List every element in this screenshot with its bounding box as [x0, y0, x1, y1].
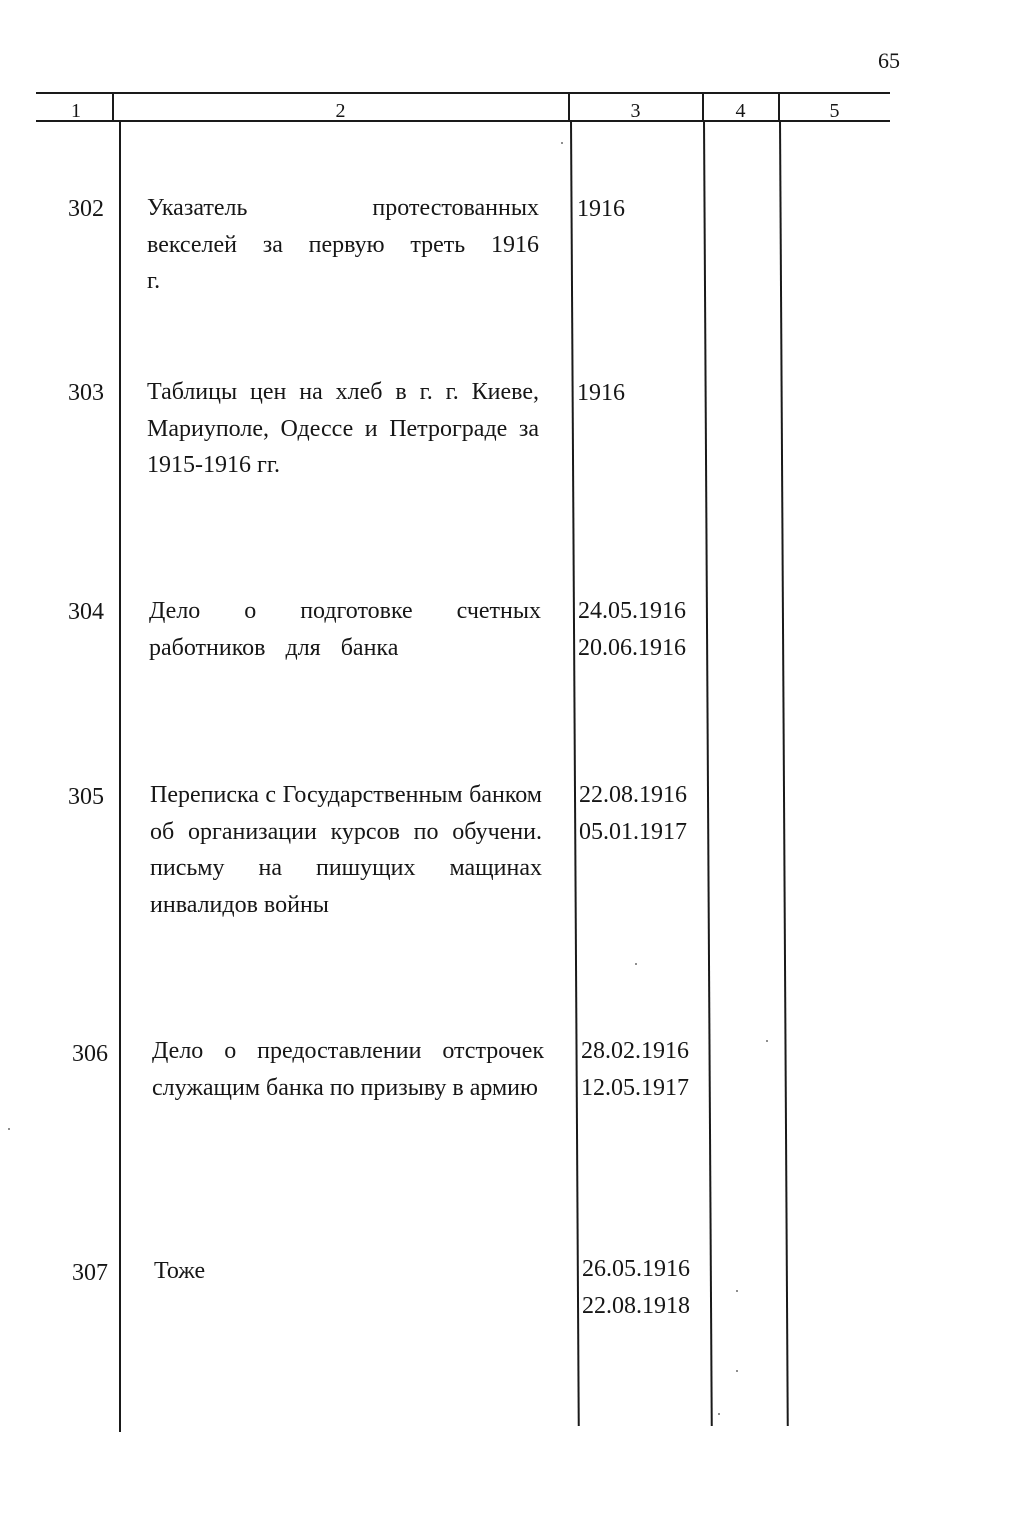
page-number: 65 [878, 48, 900, 73]
row-description: Переписка с Государственным банком об организации курсов по обучени. письму на пишущих мащинах инвалидов войны [150, 782, 542, 918]
row-date: 1916 [577, 380, 625, 406]
row-description: Дело о подготовке счетных работников для банка [149, 598, 541, 661]
row-number: 302 [68, 196, 104, 222]
row-dates [581, 1033, 707, 1107]
row-number: 305 [68, 784, 104, 810]
scan-speck [561, 142, 563, 144]
column-divider [703, 120, 712, 1426]
column-number: 4 [735, 100, 746, 122]
column-number: 1 [71, 100, 81, 122]
row-date: 22.08.1916 [579, 782, 687, 808]
row-date: 22.08.1918 [582, 1293, 690, 1319]
scan-speck [8, 1128, 10, 1130]
scan-speck [635, 963, 637, 965]
row-number: 303 [68, 380, 104, 406]
row-dates [577, 375, 703, 412]
scan-speck [718, 1413, 720, 1415]
column-divider [570, 120, 579, 1426]
column-number: 3 [630, 100, 641, 122]
row-number: 304 [68, 599, 104, 625]
column-number: 5 [829, 100, 840, 122]
column-number: 2 [335, 100, 346, 122]
scan-speck [766, 1040, 768, 1042]
row-description: Указатель протестованных векселей за первую треть 1916 г. [147, 195, 539, 294]
row-dates [578, 593, 704, 667]
row-date: 20.06.1916 [578, 635, 686, 661]
scan-speck [736, 1370, 738, 1372]
scan-speck [736, 1290, 738, 1292]
row-description: Таблицы цен на хлеб в г. г. Киеве, Мариуполе, Одессе и Петрограде за 1915-1916 гг. [147, 379, 539, 478]
column-divider [779, 120, 788, 1426]
row-date: 1916 [577, 196, 625, 222]
row-date: 24.05.1916 [578, 598, 686, 624]
row-date: 26.05.1916 [582, 1256, 690, 1282]
row-description: Тоже [154, 1258, 206, 1284]
row-description: Дело о предоставлении отстрочек служащим банка по призыву в армию [152, 1038, 544, 1101]
row-date: 28.02.1916 [581, 1038, 689, 1064]
row-date: 12.05.1917 [581, 1075, 689, 1101]
row-date: 05.01.1917 [579, 819, 687, 845]
column-divider [119, 120, 121, 1432]
table-header-top-rule [36, 92, 890, 94]
row-dates [579, 777, 705, 851]
row-number: 307 [72, 1260, 108, 1286]
row-dates [577, 191, 703, 228]
row-dates [582, 1251, 708, 1325]
row-number: 306 [72, 1041, 108, 1067]
